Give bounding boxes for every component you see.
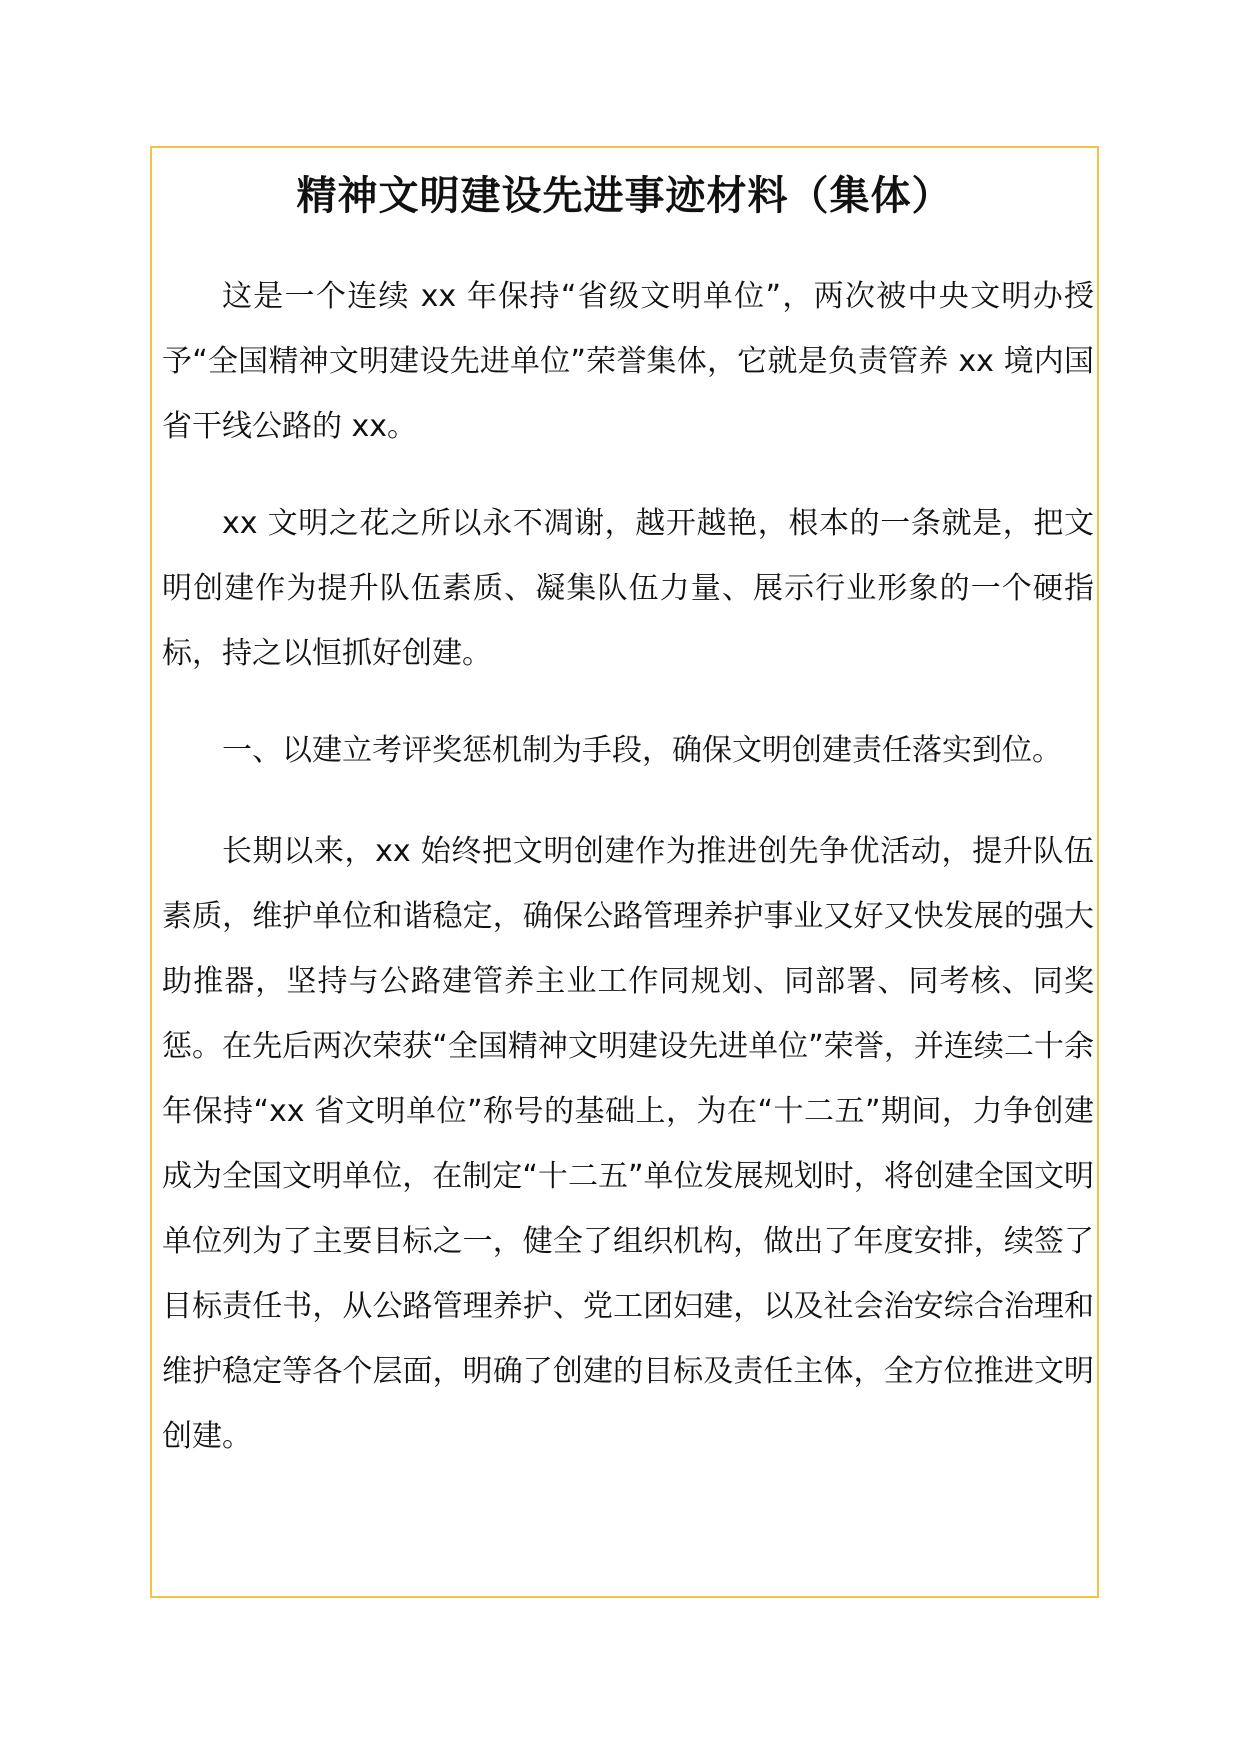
paragraph-details: 长期以来，xx 始终把文明创建作为推进创先争优活动，提升队伍素质，维护单位和谐稳定，确保公路管理养护事业又好又快发展的强大助推器，坚持与公路建管养主业工作同规划、同部署、同考核、同奖惩。在先后两次荣获“全国精神文明建设先进单位”荣誉，并连续二十余年保持“xx 省文明单位”称号的基础上，为在“十二五”期间，力争创建成为全国文明单位，在制定“十二五”单位发展规划时，将创建全国文明单位列为了主要目标之一，健全了组织机构，做出了年度安排，续签了目标责任书，从公路管理养护、党工团妇建，以及社会治安综合治理和维护稳定等各个层面，明确了创建的目标及责任主体，全方位推进文明创建。 bbox=[162, 834, 1094, 1454]
section-heading-one: 一、以建立考评奖惩机制为手段，确保文明创建责任落实到位。 bbox=[222, 733, 1062, 768]
document-title: 精神文明建设先进事迹材料（集体） bbox=[296, 173, 953, 219]
paragraph-intro: 这是一个连续 xx 年保持“省级文明单位”，两次被中央文明办授予“全国精神文明建设先进单位”荣誉集体，它就是负责管养 xx 境内国省干线公路的 xx。 bbox=[162, 279, 1094, 444]
paragraph-summary: xx 文明之花之所以永不凋谢，越开越艳，根本的一条就是，把文明创建作为提升队伍素质、凝集队伍力量、展示行业形象的一个硬指标，持之以恒抓好创建。 bbox=[162, 506, 1094, 671]
document-body bbox=[162, 264, 1094, 1501]
document-border-frame bbox=[150, 146, 1099, 1598]
